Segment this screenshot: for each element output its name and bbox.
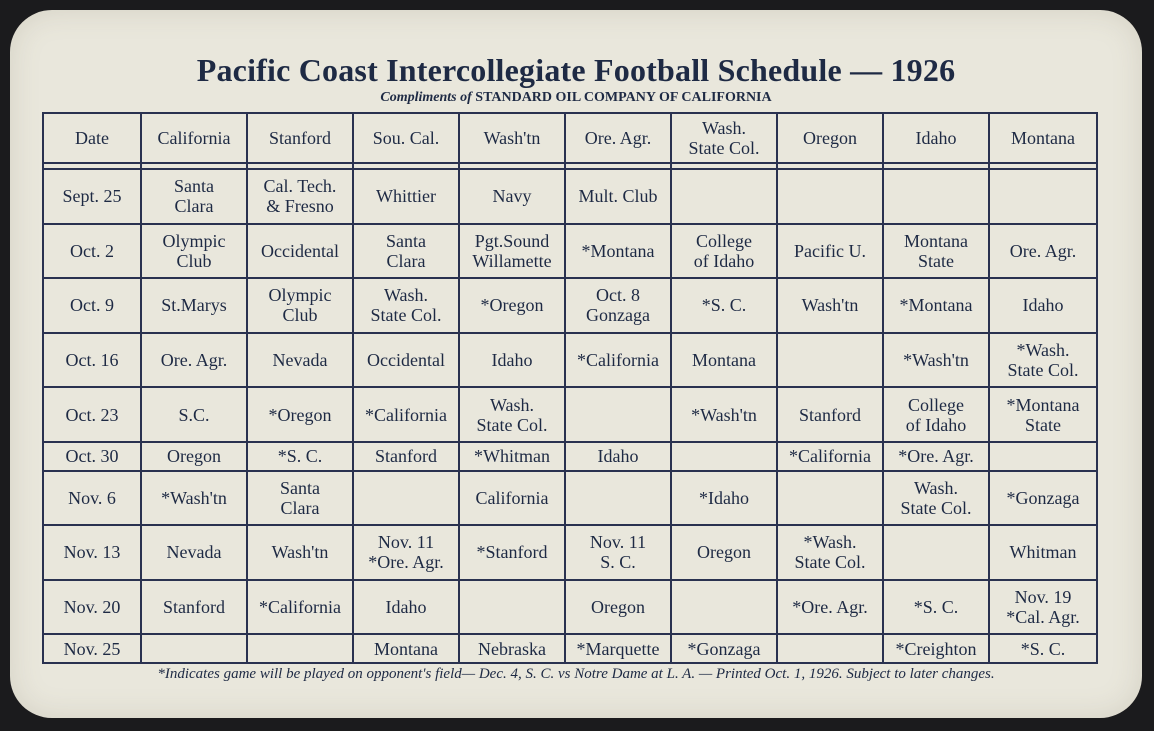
header-sou-cal: Sou. Cal. [353,113,459,163]
row-date: Nov. 6 [43,471,141,526]
schedule-cell: Nov. 19 *Cal. Agr. [989,580,1097,635]
schedule-cell [777,471,883,526]
schedule-title: Pacific Coast Intercollegiate Football Schedule — 1926 [196,52,956,88]
table-row [43,278,1097,333]
schedule-cell: *Ore. Agr. [777,580,883,635]
schedule-cell: Wash. State Col. [459,387,565,442]
row-date: Nov. 25 [43,634,141,663]
schedule-cell: Montana [671,333,777,388]
schedule-cell: Mult. Club [565,169,671,224]
schedule-cell: Cal. Tech. & Fresno [247,169,353,224]
subtitle-prefix: Compliments of [380,90,472,105]
schedule-cell [777,333,883,388]
schedule-card [10,10,1142,718]
header-washtn: Wash'tn [459,113,565,163]
schedule-cell: Oregon [141,442,247,471]
schedule-cell [777,169,883,224]
schedule-cell: Wash. State Col. [883,471,989,526]
schedule-cell: College of Idaho [883,387,989,442]
table-row [43,442,1097,471]
schedule-cell: Oct. 8 Gonzaga [565,278,671,333]
schedule-cell [777,634,883,663]
table-row [43,634,1097,663]
schedule-cell: Wash'tn [247,525,353,580]
schedule-cell: *Marquette [565,634,671,663]
schedule-cell: *Oregon [459,278,565,333]
schedule-cell: Pacific U. [777,224,883,279]
schedule-cell: *S. C. [247,442,353,471]
schedule-cell: Navy [459,169,565,224]
header-idaho: Idaho [883,113,989,163]
schedule-cell: Whittier [353,169,459,224]
schedule-cell [883,525,989,580]
schedule-cell: California [459,471,565,526]
schedule-subtitle [10,90,1142,106]
schedule-cell: Montana State [883,224,989,279]
schedule-cell [883,169,989,224]
table-row [43,333,1097,388]
schedule-body [43,163,1097,663]
schedule-cell: Nevada [141,525,247,580]
schedule-cell: *S. C. [883,580,989,635]
schedule-cell: Whitman [989,525,1097,580]
schedule-cell: College of Idaho [671,224,777,279]
header-ore-agr: Ore. Agr. [565,113,671,163]
schedule-cell: S.C. [141,387,247,442]
schedule-cell: *Gonzaga [989,471,1097,526]
schedule-cell [671,442,777,471]
schedule-cell: Olympic Club [247,278,353,333]
schedule-cell: Idaho [565,442,671,471]
schedule-cell: Oregon [671,525,777,580]
table-row [43,580,1097,635]
header-row [43,113,1097,163]
table-row [43,387,1097,442]
header-wash-state: Wash. State Col. [671,113,777,163]
schedule-footer-note: *Indicates game will be played on opponent's field— Dec. 4, S. C. vs Notre Dame at L. A. — Printed Oct. 1, 1926. Subject to later changes. [157,666,995,682]
schedule-cell: Montana [353,634,459,663]
table-row [43,525,1097,580]
schedule-cell: Wash. State Col. [353,278,459,333]
schedule-cell [565,387,671,442]
schedule-cell [353,471,459,526]
schedule-cell [247,634,353,663]
schedule-cell [671,169,777,224]
schedule-cell: *Wash. State Col. [989,333,1097,388]
schedule-cell: Idaho [459,333,565,388]
schedule-table [42,112,1098,664]
schedule-cell: Stanford [777,387,883,442]
schedule-cell: Occidental [247,224,353,279]
schedule-cell: Nov. 11 *Ore. Agr. [353,525,459,580]
row-date: Oct. 9 [43,278,141,333]
row-date: Sept. 25 [43,169,141,224]
schedule-cell: *Montana [883,278,989,333]
schedule-cell: Santa Clara [141,169,247,224]
header-california: California [141,113,247,163]
schedule-cell: *Idaho [671,471,777,526]
schedule-cell: St.Marys [141,278,247,333]
header-montana: Montana [989,113,1097,163]
row-date: Oct. 16 [43,333,141,388]
row-date: Oct. 2 [43,224,141,279]
row-date: Oct. 23 [43,387,141,442]
schedule-cell: Oregon [565,580,671,635]
schedule-cell: *Montana State [989,387,1097,442]
schedule-cell: *California [247,580,353,635]
schedule-cell: *Wash. State Col. [777,525,883,580]
header-date: Date [43,113,141,163]
schedule-cell: *Stanford [459,525,565,580]
schedule-cell: Idaho [353,580,459,635]
schedule-cell: Olympic Club [141,224,247,279]
schedule-cell: Stanford [141,580,247,635]
schedule-cell: Santa Clara [247,471,353,526]
schedule-cell: *Oregon [247,387,353,442]
row-date: Nov. 13 [43,525,141,580]
schedule-cell: Occidental [353,333,459,388]
schedule-cell: *Creighton [883,634,989,663]
schedule-cell: Nov. 11 S. C. [565,525,671,580]
schedule-cell: *Wash'tn [883,333,989,388]
table-row [43,224,1097,279]
schedule-cell: Pgt.Sound Willamette [459,224,565,279]
table-row [43,471,1097,526]
header-stanford: Stanford [247,113,353,163]
schedule-cell: *Wash'tn [141,471,247,526]
schedule-cell: Wash'tn [777,278,883,333]
schedule-cell: *California [777,442,883,471]
row-date: Oct. 30 [43,442,141,471]
schedule-cell: *Montana [565,224,671,279]
schedule-cell [989,169,1097,224]
schedule-cell: *S. C. [989,634,1097,663]
schedule-cell [565,471,671,526]
schedule-cell [671,580,777,635]
schedule-cell: *California [565,333,671,388]
schedule-cell: *Ore. Agr. [883,442,989,471]
schedule-cell: *S. C. [671,278,777,333]
subtitle-company: STANDARD OIL COMPANY OF CALIFORNIA [475,90,772,105]
schedule-cell: *Gonzaga [671,634,777,663]
schedule-cell [989,442,1097,471]
row-date: Nov. 20 [43,580,141,635]
table-row [43,169,1097,224]
schedule-cell: Idaho [989,278,1097,333]
schedule-cell: Santa Clara [353,224,459,279]
schedule-cell: *California [353,387,459,442]
schedule-cell: Nebraska [459,634,565,663]
schedule-cell [459,580,565,635]
schedule-cell [141,634,247,663]
schedule-cell: *Whitman [459,442,565,471]
schedule-cell: Nevada [247,333,353,388]
schedule-cell: Ore. Agr. [141,333,247,388]
schedule-cell: Ore. Agr. [989,224,1097,279]
header-oregon: Oregon [777,113,883,163]
schedule-cell: *Wash'tn [671,387,777,442]
schedule-cell: Stanford [353,442,459,471]
